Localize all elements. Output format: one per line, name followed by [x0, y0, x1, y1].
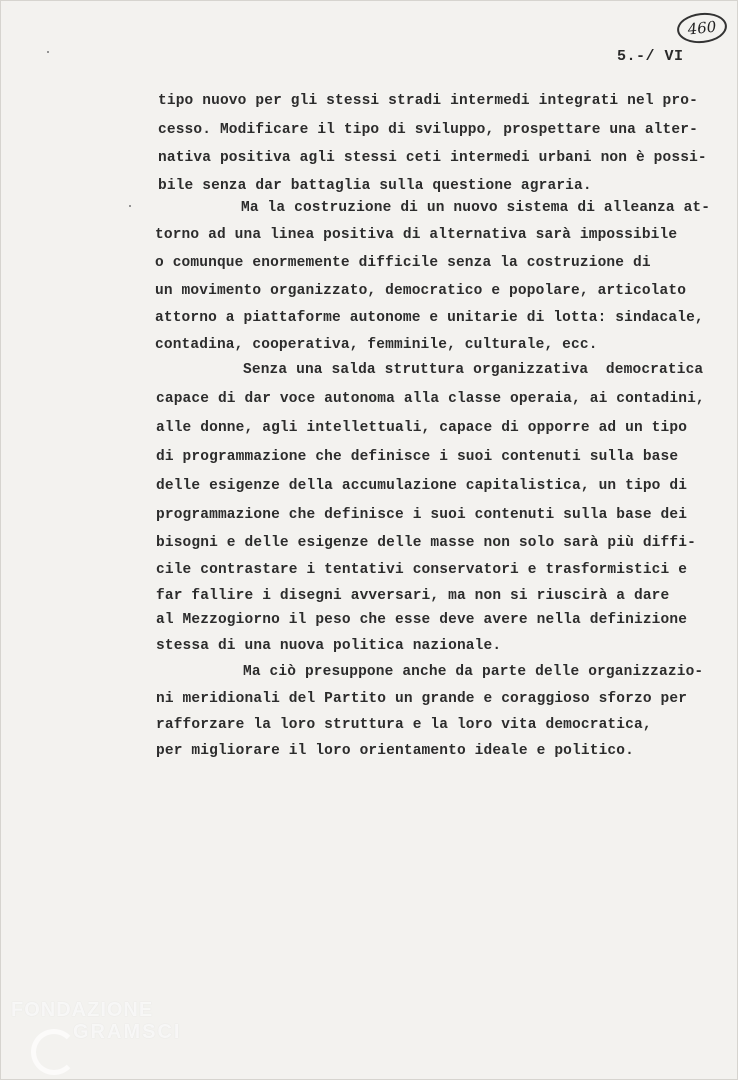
text-line: bile senza dar battaglia sulla questione agraria.: [158, 178, 592, 194]
text-line: Ma ciò presuppone anche da parte delle organizzazio-: [243, 664, 704, 680]
text-line: o comunque enormemente difficile senza la costruzione di: [155, 255, 651, 271]
text-line: Senza una salda struttura organizzativa democratica: [243, 362, 704, 378]
text-line: un movimento organizzato, democratico e popolare, articolato: [155, 283, 687, 299]
text-line: Ma la costruzione di un nuovo sistema di alleanza at-: [241, 200, 711, 216]
watermark-line-2: GRAMSCI: [73, 1021, 182, 1043]
text-line: tipo nuovo per gli stessi stradi intermedi integrati nel pro-: [158, 93, 698, 109]
text-line: per migliorare il loro orientamento ideale e politico.: [156, 743, 634, 759]
text-line: contadina, cooperativa, femminile, culturale, ecc.: [155, 337, 598, 353]
text-line: cesso. Modificare il tipo di sviluppo, prospettare una alter-: [158, 122, 698, 138]
watermark: [11, 999, 181, 1043]
page-reference: 5.-/ VI: [617, 48, 684, 65]
text-line: stessa di una nuova politica nazionale.: [156, 638, 502, 654]
watermark-line-1: FONDAZIONE: [11, 999, 154, 1021]
paper-speck: [47, 51, 49, 53]
archive-number-stamp: 460: [676, 10, 729, 45]
text-line: far fallire i disegni avversari, ma non si riuscirà a dare: [156, 588, 670, 604]
text-line: bisogni e delle esigenze delle masse non solo sarà più diffi-: [156, 535, 696, 551]
text-line: delle esigenze della accumulazione capitalistica, un tipo di: [156, 478, 688, 494]
text-line: programmazione che definisce i suoi contenuti sulla base dei: [156, 507, 688, 523]
text-line: al Mezzogiorno il peso che esse deve avere nella definizione: [156, 612, 688, 628]
text-line: rafforzare la loro struttura e la loro vita democratica,: [156, 717, 652, 733]
text-line: nativa positiva agli stessi ceti intermedi urbani non è possi-: [158, 150, 707, 166]
text-line: attorno a piattaforme autonome e unitarie di lotta: sindacale,: [155, 310, 704, 326]
text-line: alle donne, agli intellettuali, capace di opporre ad un tipo: [156, 420, 688, 436]
text-line: ni meridionali del Partito un grande e coraggioso sforzo per: [156, 691, 688, 707]
text-line: di programmazione che definisce i suoi contenuti sulla base: [156, 449, 679, 465]
text-line: cile contrastare i tentativi conservatori e trasformistici e: [156, 562, 688, 578]
text-line: capace di dar voce autonoma alla classe operaia, ai contadini,: [156, 391, 705, 407]
text-line: torno ad una linea positiva di alternativa sarà impossibile: [155, 227, 678, 243]
paper-speck: [129, 205, 131, 207]
